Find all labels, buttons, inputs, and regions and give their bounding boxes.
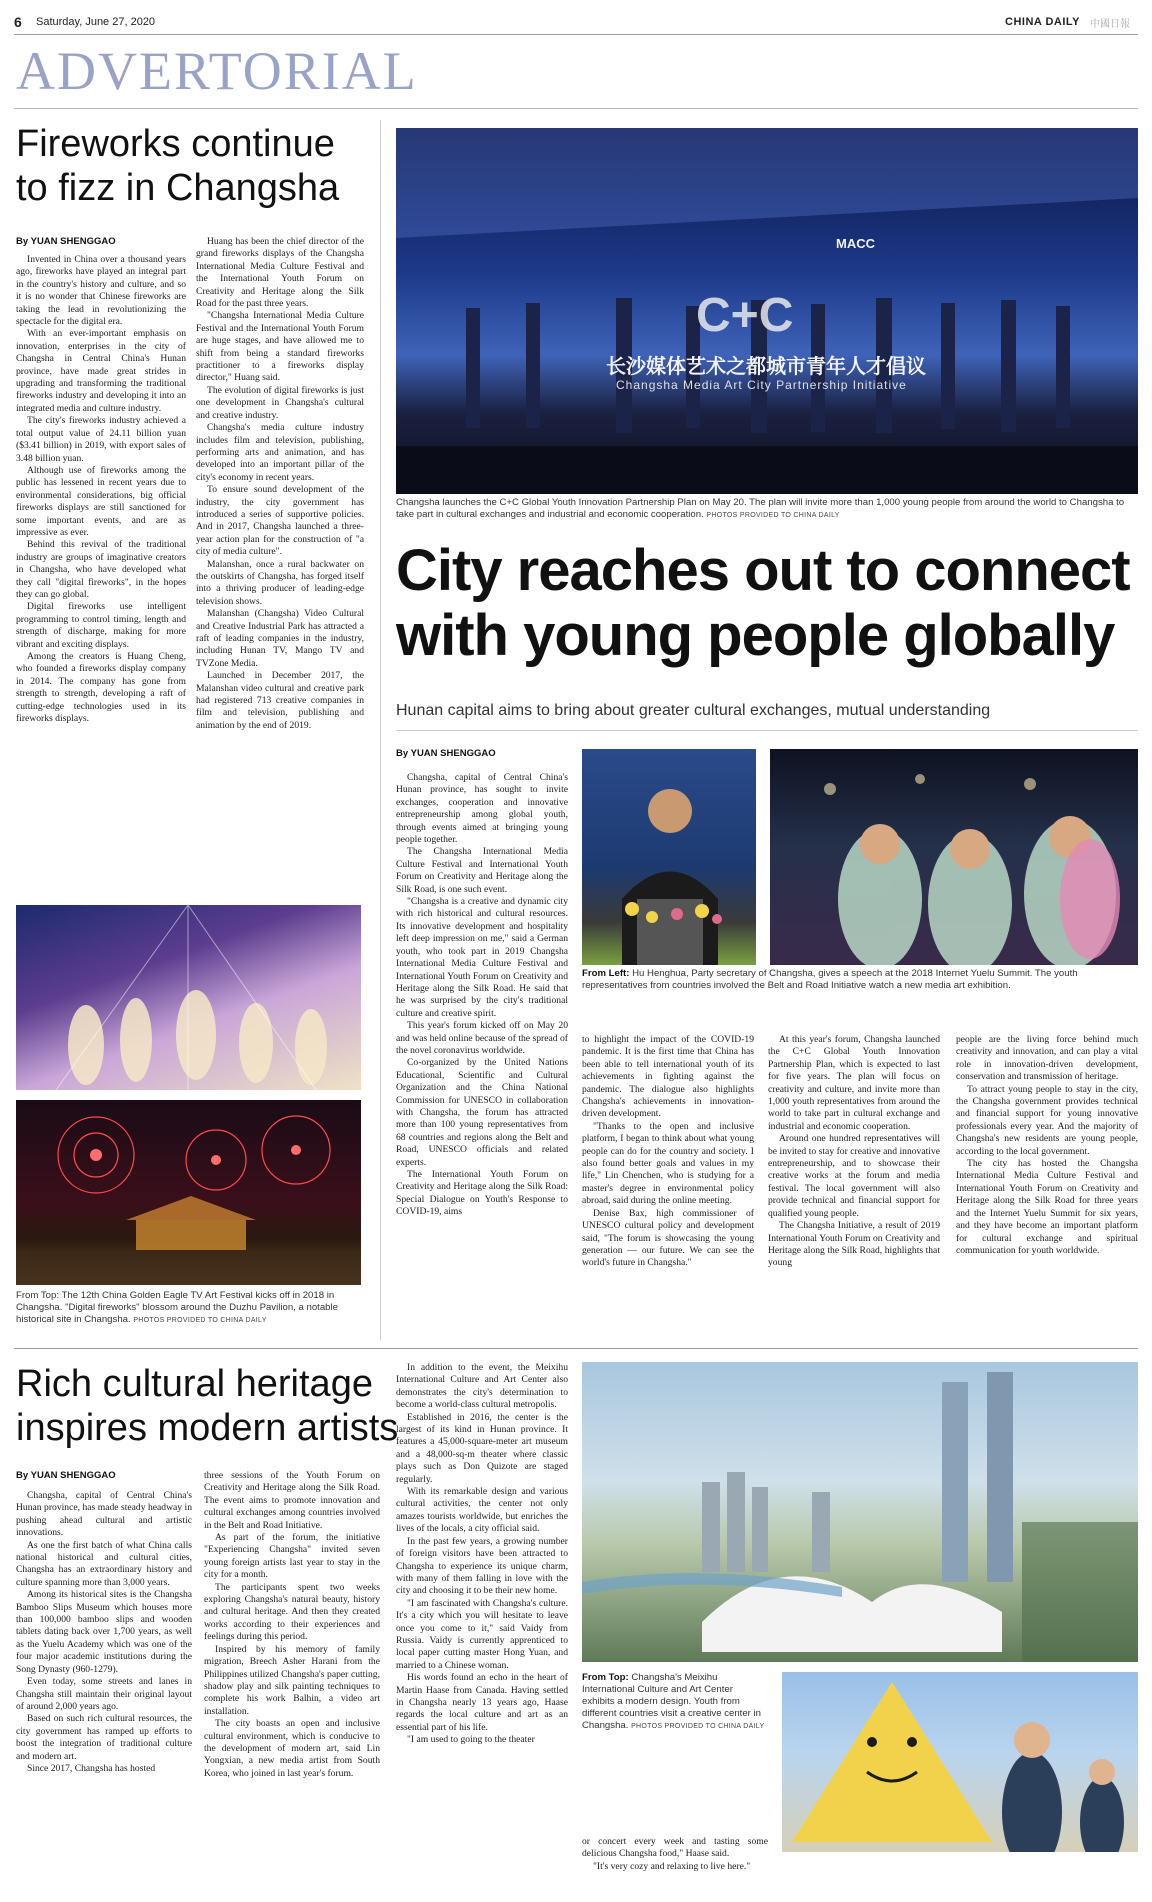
heritage-headline-line2: inspires modern artists — [16, 1407, 399, 1449]
fireworks-byline: By YUAN SHENGGAO — [16, 236, 116, 247]
fireworks-column-1 — [16, 254, 186, 904]
paragraph: Malanshan, once a rural backwater on the outskirts of Changsha, has forged itself into a thriving producer of leading-edge television shows. — [196, 558, 364, 607]
paragraph: As one the first batch of what China calls national historical and cultural cities, Changsha has an extraordinary history and culture spanning more than 3,000 years. — [16, 1539, 192, 1588]
yellow-pyramid-visitors-illustration — [782, 1672, 1138, 1852]
paragraph: Changsha's media culture industry includes film and television, publishing, performing arts and animation, and has developed into an important pillar of the city's economy in recent years. — [196, 422, 364, 483]
section-label: ADVERTORIAL — [16, 41, 418, 101]
paragraph: His words found an echo in the heart of Martin Haase from Canada. Having settled in Changsha nearly 13 years ago, Haase regards the local culture and art as an essential part of his life. — [396, 1672, 568, 1733]
paragraph: As part of the forum, the initiative "Experiencing Changsha" invited seven young foreign artists last year to stay in the city for a month. — [204, 1532, 380, 1581]
paragraph: "It's very cozy and relaxing to live here." — [593, 1860, 751, 1872]
stage-banner-title: C+C — [696, 289, 794, 342]
paragraph: The city's fireworks industry achieved a total output value of 24.11 billion yuan ($3.41 billion) in 2019, with export sales of 3.48 billion yuan. — [16, 415, 186, 464]
hu-henghua-speech-photo — [582, 749, 756, 965]
youth-exhibition-visit-photo — [770, 749, 1138, 965]
paragraph: Huang has been the chief director of the grand fireworks displays of the Changsha International Media Culture Festival and the International Youth Forum on Creativity and Heritage along the Silk Road for the past three years. — [196, 236, 364, 310]
paragraph: "I am fascinated with Changsha's culture. It's a city which you will hesitate to leave once you come to it," said Vaidy from Russia. Vaidy is currently apprenticed to local paper cutting master Hong Yuan, and married to a Chinese woman. — [396, 1597, 568, 1671]
youth-column-1 — [396, 772, 568, 1342]
caption-lead: From Top: — [582, 1672, 629, 1683]
fireworks-headline-line2: to fizz in Changsha — [16, 167, 340, 209]
paragraph: Launched in December 2017, the Malanshan video cultural and creative park had registered 713 creative companies in film and television, publishing and animation by the end of 2019. — [196, 670, 364, 731]
golden-eagle-festival-photo — [16, 905, 361, 1090]
caption-lead: From Left: — [582, 968, 630, 979]
paragraph: Digital fireworks use intelligent programming to control timing, length and strength of discharge, making for more vibrant and exciting displays. — [16, 601, 186, 650]
paragraph: In addition to the event, the Meixihu International Culture and Art Center also demonstrates the city's determination to become a world-class cultural metropolis. — [396, 1362, 568, 1411]
paragraph: three sessions of the Youth Forum on Creativity and Heritage along the Silk Road. The event aims to promote innovation and cultural exchanges among countries involved in the Belt and Road Initiative. — [204, 1470, 380, 1531]
photo-credit: PHOTOS PROVIDED TO CHINA DAILY — [631, 1723, 765, 1730]
meixihu-art-center-photo — [582, 1362, 1138, 1662]
paragraph: The Changsha International Media Culture Festival and International Youth Forum on Creativity and Heritage along the Silk Road, is one such event. — [396, 846, 568, 895]
stage-performers-illustration — [16, 905, 361, 1090]
paragraph: The Changsha Initiative, a result of 2019 International Youth Forum on Creativity and Heritage along the Silk Road, highlights that young — [768, 1220, 940, 1269]
city-skyline-illustration — [582, 1362, 1138, 1662]
fireworks-burst-illustration — [16, 1100, 361, 1285]
photo-credit: PHOTOS PROVIDED TO CHINA DAILY — [133, 1317, 267, 1324]
stage-banner-chinese: 长沙媒体艺术之都城市青年人才倡议 — [606, 356, 926, 378]
section-divider — [14, 1348, 1138, 1349]
paragraph: With its remarkable design and various cultural activities, the center not only amazes tourists worldwide, but enriches the lives of the locals, a city official said. — [396, 1486, 568, 1535]
column-divider — [380, 120, 381, 1340]
page-number: 6 — [14, 14, 22, 30]
heritage-column-2 — [204, 1470, 380, 1892]
heritage-column-3 — [396, 1362, 568, 1892]
publication-name: CHINA DAILY — [1005, 16, 1080, 28]
youth-column-3 — [768, 1034, 940, 1342]
paragraph: Invented in China over a thousand years ago, fireworks have played an integral part in the country's history and culture, and so it is no wonder that Chinese fireworks are taking the lead in revolutionizing the spectacle for the digital era. — [16, 254, 186, 328]
heritage-column-4 — [582, 1836, 768, 1892]
paragraph: Changsha, capital of Central China's Hunan province, has made steady headway in pushing ahead cultural and artistic innovations. — [16, 1490, 192, 1539]
fireworks-column-2 — [196, 236, 364, 904]
paragraph: Among the creators is Huang Cheng, who founded a fireworks display company in 2014. The company has gone from strength to strength, developing a raft of cutting-edge technologies used in its fireworks displays. — [16, 651, 186, 725]
masthead-rule — [14, 34, 1138, 35]
heritage-photo-caption: From Top: Changsha's Meixihu International Culture and Art Center exhibits a modern design. Youth from different countries visit a creative center in Changsha. PHOTOS PROVIDED TO CHINA DAILY — [582, 1672, 765, 1731]
youth-deck: Hunan capital aims to bring about greater cultural exchanges, mutual understanding — [396, 702, 991, 719]
paragraph: Denise Bax, high commissioner of UNESCO cultural policy and development said, "The forum is showcasing the young generation — our future. We can see the world's future in Changsha." — [582, 1207, 754, 1269]
paragraph: Inspired by his memory of family migration, Breech Asher Harani from the Philippines utilized Changsha's paper cutting, shadow play and silk painting techniques to complete his work Balhin, a video art installation. — [204, 1643, 380, 1717]
issue-date: Saturday, June 27, 2020 — [36, 16, 156, 28]
paragraph: Although use of fireworks among the public has lessened in recent years due to environmental considerations, big official fireworks displays are still sanctioned for some important events, and are as impressive as ever. — [16, 464, 186, 538]
paragraph: Since 2017, Changsha has hosted — [27, 1762, 156, 1774]
stage-banner-english: Changsha Media Art City Partnership Initiative — [616, 378, 907, 392]
publication-name-chinese: 中國日報 — [1090, 19, 1130, 30]
youth-headline-line2: with young people globally — [396, 603, 1115, 668]
paragraph: In the past few years, a growing number of foreign visitors have been attracted to Changsha to experience its unique charm, with many of them falling in love with the city and choosing it to be their new home. — [396, 1535, 568, 1597]
paragraph: or concert every week and tasting some delicious Changsha food," Haase said. — [582, 1836, 768, 1860]
paragraph: To ensure sound development of the industry, the city government has introduced a series of supportive policies. And in 2017, Changsha launched a three-year action plan for the construction of "a city of media culture". — [196, 484, 364, 558]
section-rule — [14, 108, 1138, 109]
heritage-byline: By YUAN SHENGGAO — [16, 1470, 116, 1481]
paragraph: "Thanks to the open and inclusive platform, I began to think about what young people can do for the country and society. I also found better goals and values in my life," Lin Chenchen, who is studying for a master's degree in environmental policy abroad, said during the online meeting. — [582, 1120, 754, 1207]
fireworks-headline-line1: Fireworks continue — [16, 123, 335, 165]
fireworks-photo-caption: From Top: The 12th China Golden Eagle TV Art Festival kicks off in 2018 in Changsha. "Digital fireworks" blossom around the Duzhu Pavilion, a notable historical site in Changsha. PHOTOS PROVIDED TO CHINA DAILY — [16, 1290, 338, 1325]
youth-launch-photo-caption: Changsha launches the C+C Global Youth Innovation Partnership Plan on May 20. The plan will invite more than 1,000 young people from around the world to Changsha to take part in cultural exchanges and industrial and economic cooperation. PHOTOS PROVIDED TO CHINA DAILY — [396, 497, 1125, 520]
paragraph: Based on such rich cultural resources, the city government has ramped up efforts to boost the integration of traditional culture and modern art. — [16, 1713, 192, 1762]
paragraph: Behind this revival of the traditional industry are groups of imaginative creators in Changsha, who have developed what they call "digital fireworks", in the hopes they can go global. — [16, 539, 186, 600]
paragraph: At this year's forum, Changsha launched the C+C Global Youth Innovation Partnership Plan, which is expected to last for five years. The plan will focus on creativity and culture, and invite more than 1,000 youth representatives from around the world to take part in cultural exchange and industrial and economic cooperation. — [768, 1034, 940, 1132]
paragraph: The participants spent two weeks exploring Changsha's natural beauty, history and cultural heritage. And then they created works according to their experiences and feelings during this period. — [204, 1581, 380, 1643]
paragraph: "Changsha is a creative and dynamic city with rich historical and cultural resources. Its innovative development and hospitality left deep impression on me," said a German youth, who took part in 2019 Changsha International Media Culture Festival and International Youth Forum on Creativity and Heritage along the Silk Road. He said that he was surprised by the city's traditional culture and creative spirit. — [396, 896, 568, 1019]
paragraph: people are the living force behind much creativity and innovation, and can play a vital role in innovation-driven development, conservation and transmission of heritage. — [956, 1034, 1138, 1083]
paragraph: To attract young people to stay in the city, the Changsha government provides technical and financial support for young innovative professionals every year. And the majority of Changsha's new residents are young people, according to the local government. — [956, 1083, 1138, 1157]
youth-group-illustration — [770, 749, 1138, 965]
youth-byline: By YUAN SHENGGAO — [396, 748, 496, 759]
paragraph: "I am used to going to the theater — [407, 1734, 535, 1746]
paragraph: The city boasts an open and inclusive cultural environment, which is conducive to the development of modern art, said Lin Yongxian, a new media artist from South Korea, who joined in last year's forum. — [204, 1718, 380, 1779]
paragraph: This year's forum kicked off on May 20 and was held online because of the spread of the novel coronavirus worldwide. — [396, 1020, 568, 1056]
youth-column-4 — [956, 1034, 1138, 1342]
paragraph: The evolution of digital fireworks is just one development in Changsha's cultural and creative industry. — [196, 384, 364, 421]
duzhu-pavilion-fireworks-photo — [16, 1100, 361, 1285]
paragraph: to highlight the impact of the COVID-19 pandemic. It is the first time that China has been able to tell international youth of its achievements in fighting against the pandemic. The dialogue also highlights Changsha's achievements in innovation-driven development. — [582, 1034, 754, 1120]
paragraph: Changsha, capital of Central China's Hunan province, has sought to invite exchanges, cooperation and innovative entrepreneurship among global youth, through events aimed at bringing young people together. — [396, 772, 568, 846]
paragraph: "Changsha International Media Culture Festival and the International Youth Forum are huge stages, and have allowed me to shift from being a standard fireworks practitioner to a fireworks display director," Huang said. — [196, 310, 364, 384]
deck-rule — [396, 730, 1138, 731]
paragraph: The International Youth Forum on Creativity and Heritage along the Silk Road: Special Dialogue on Youth's Response to COVID-19, aims — [396, 1169, 568, 1218]
paragraph: Malanshan (Changsha) Video Cultural and Creative Industrial Park has attracted a raft of leading companies in the industry, including Hunan TV, Mango TV and TVZone Media. — [196, 608, 364, 669]
heritage-column-1 — [16, 1490, 192, 1892]
photo-credit: PHOTOS PROVIDED TO CHINA DAILY — [706, 512, 840, 519]
paragraph: With an ever-important emphasis on innovation, enterprises in the city of Changsha in Central China's Hunan province, have made great strides in upgrading and transforming the traditional fireworks industry and developing it into an integrated media and culture industry. — [16, 328, 186, 414]
paragraph: The city has hosted the Changsha International Media Culture Festival and International Youth Forum on Creativity and Heritage along the Silk Road for three years and the Internet Yuelu Summit for six years, and they have become an important platform for cultural exchange and spiritual communication for youth worldwide. — [956, 1158, 1138, 1256]
paragraph: Co-organized by the United Nations Educational, Scientific and Cultural Organization and the China National Commission for UNESCO in collaboration with Changsha, the forum has attracted more than 100 young representatives from 68 countries and regions along the Belt and Road, UNESCO officials and related experts. — [396, 1057, 568, 1168]
youth-mid-caption: From Left: Hu Henghua, Party secretary of Changsha, gives a speech at the 2018 Internet Yuelu Summit. The youth representatives from countries involved the Belt and Road Initiative watch a new media art exhibition. — [582, 968, 1078, 991]
heritage-headline-line1: Rich cultural heritage — [16, 1363, 373, 1405]
youth-headline-line1: City reaches out to connect — [396, 538, 1130, 603]
creative-center-visit-photo — [782, 1672, 1138, 1852]
youth-column-2 — [582, 1034, 754, 1342]
speaker-at-podium-illustration — [582, 749, 756, 965]
paragraph: Around one hundred representatives will be invited to stay for creative and innovative entrepreneurship, and to showcase their creative works at the forum and media festival. The local government will also provide technical and financial support for qualified young people. — [768, 1133, 940, 1219]
youth-partnership-launch-photo — [396, 128, 1138, 494]
paragraph: Established in 2016, the center is the largest of its kind in Hunan province. It features a 45,000-square-meter art museum and a 48,000-sq-m theater where classic plays such as Don Quizote are staged regularly. — [396, 1411, 568, 1485]
paragraph: Among its historical sites is the Changsha Bamboo Slips Museum which houses more than 100,000 bamboo slips and wooden tablets dating back over 1,700 years, as well as the Yuelu Academy which was one of the four major academic institutions during the Song Dynasty (960-1279). — [16, 1589, 192, 1675]
stage-logo: MACC — [836, 236, 875, 251]
paragraph: Even today, some streets and lanes in Changsha still maintain their original layout of around 2,000 years ago. — [16, 1676, 192, 1712]
